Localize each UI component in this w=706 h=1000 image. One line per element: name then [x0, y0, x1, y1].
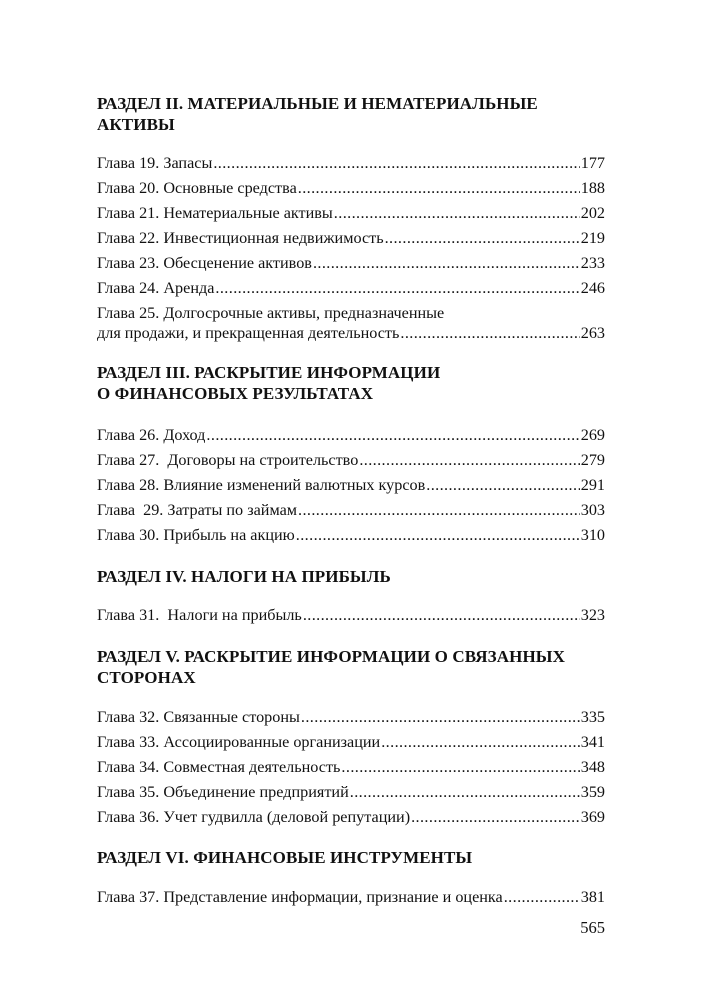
dot-leader	[400, 323, 579, 343]
entry-page: 269	[580, 426, 605, 444]
dot-leader	[381, 732, 579, 752]
section-title-line: АКТИВЫ	[97, 115, 175, 134]
entry-label: Глава 30. Прибыль на акцию	[97, 526, 295, 544]
toc-entry[interactable]	[97, 757, 605, 777]
entry-page: 279	[580, 451, 605, 469]
entry-page: 291	[580, 476, 605, 494]
entry-page: 303	[580, 501, 605, 519]
toc-entry[interactable]	[97, 525, 605, 545]
section-title-line: РАЗДЕЛ II. МАТЕРИАЛЬНЫЕ И НЕМАТЕРИАЛЬНЫЕ	[97, 94, 538, 113]
entry-page: 323	[580, 606, 605, 624]
dot-leader	[350, 782, 580, 802]
section-title	[97, 847, 605, 868]
toc-entry[interactable]	[97, 253, 605, 273]
entry-label: Глава 35. Объединение предприятий	[97, 783, 349, 801]
toc-entry[interactable]	[97, 450, 605, 470]
entry-page: 359	[580, 783, 605, 801]
entry-label: Глава 32. Связанные стороны	[97, 708, 300, 726]
dot-leader	[385, 228, 580, 248]
dot-leader	[504, 887, 580, 907]
section-title-line: РАЗДЕЛ III. РАСКРЫТИЕ ИНФОРМАЦИИ	[97, 363, 441, 382]
dot-leader	[206, 425, 579, 445]
entry-label: Глава 27. Договоры на строительство	[97, 451, 359, 469]
section-title	[97, 566, 605, 587]
dot-leader	[215, 278, 579, 298]
entry-label: Глава 28. Влияние изменений валютных курсов	[97, 476, 426, 494]
toc-entry[interactable]	[97, 807, 605, 827]
entry-page: 263	[580, 324, 605, 342]
entry-page: 348	[580, 758, 605, 776]
entry-label: Глава 33. Ассоциированные организации	[97, 733, 381, 751]
section-title-line: О ФИНАНСОВЫХ РЕЗУЛЬТАТАХ	[97, 384, 374, 403]
entry-label: Глава 22. Инвестиционная недвижимость	[97, 229, 384, 247]
dot-leader	[301, 707, 580, 727]
entry-label: Глава 21. Нематериальные активы	[97, 204, 333, 222]
entry-label: Глава 31. Налоги на прибыль	[97, 606, 302, 624]
toc-entry[interactable]	[97, 707, 605, 727]
dot-leader	[359, 450, 579, 470]
entry-label-line1: Глава 25. Долгосрочные активы, предназначенные	[97, 304, 445, 322]
toc-entry[interactable]	[97, 887, 605, 907]
toc-entry[interactable]	[97, 228, 605, 248]
toc-entry[interactable]	[97, 278, 605, 298]
section-title	[97, 362, 605, 404]
section-title	[97, 93, 605, 135]
page-number: 565	[580, 918, 605, 937]
entry-label: Глава 26. Доход	[97, 426, 206, 444]
dot-leader	[298, 500, 580, 520]
section-title-line: СТОРОНАХ	[97, 668, 196, 687]
entry-page: 381	[580, 888, 605, 906]
entry-label: Глава 36. Учет гудвилла (деловой репутации)	[97, 808, 411, 826]
entry-page: 202	[580, 204, 605, 222]
toc-entry[interactable]	[97, 732, 605, 752]
entry-page: 233	[580, 254, 605, 272]
dot-leader	[341, 757, 579, 777]
section-title-line: РАЗДЕЛ V. РАСКРЫТИЕ ИНФОРМАЦИИ О СВЯЗАННЫХ	[97, 647, 565, 666]
toc-entry[interactable]	[97, 500, 605, 520]
dot-leader	[426, 475, 579, 495]
toc-entry[interactable]	[97, 782, 605, 802]
section-title-line: РАЗДЕЛ IV. НАЛОГИ НА ПРИБЫЛЬ	[97, 567, 391, 586]
dot-leader	[334, 203, 580, 223]
entry-label: Глава 19. Запасы	[97, 154, 213, 172]
toc-entry[interactable]	[97, 303, 605, 343]
dot-leader	[313, 253, 580, 273]
entry-page: 219	[580, 229, 605, 247]
entry-page: 188	[580, 179, 605, 197]
toc-entry[interactable]	[97, 153, 605, 173]
entry-label: Глава 24. Аренда	[97, 279, 215, 297]
toc-entry[interactable]	[97, 475, 605, 495]
toc-entry[interactable]	[97, 178, 605, 198]
entry-label: Глава 23. Обесценение активов	[97, 254, 312, 272]
entry-page: 177	[580, 154, 605, 172]
dot-leader	[303, 605, 580, 625]
entry-page: 369	[580, 808, 605, 826]
entry-label: Глава 20. Основные средства	[97, 179, 297, 197]
entry-label: Глава 29. Затраты по займам	[97, 501, 298, 519]
toc-entry[interactable]	[97, 605, 605, 625]
entry-page: 246	[580, 279, 605, 297]
entry-label: Глава 37. Представление информации, признание и оценка	[97, 888, 503, 906]
toc-page	[97, 0, 605, 1000]
entry-page: 341	[580, 733, 605, 751]
section-title	[97, 646, 605, 688]
entry-page: 335	[580, 708, 605, 726]
entry-label: для продажи, и прекращенная деятельность	[97, 324, 400, 342]
section-title-line: РАЗДЕЛ VI. ФИНАНСОВЫЕ ИНСТРУМЕНТЫ	[97, 848, 473, 867]
toc-entry[interactable]	[97, 203, 605, 223]
dot-leader	[411, 807, 580, 827]
dot-leader	[213, 153, 579, 173]
dot-leader	[296, 525, 580, 545]
entry-label: Глава 34. Совместная деятельность	[97, 758, 341, 776]
toc-entry[interactable]	[97, 425, 605, 445]
dot-leader	[298, 178, 580, 198]
entry-page: 310	[580, 526, 605, 544]
